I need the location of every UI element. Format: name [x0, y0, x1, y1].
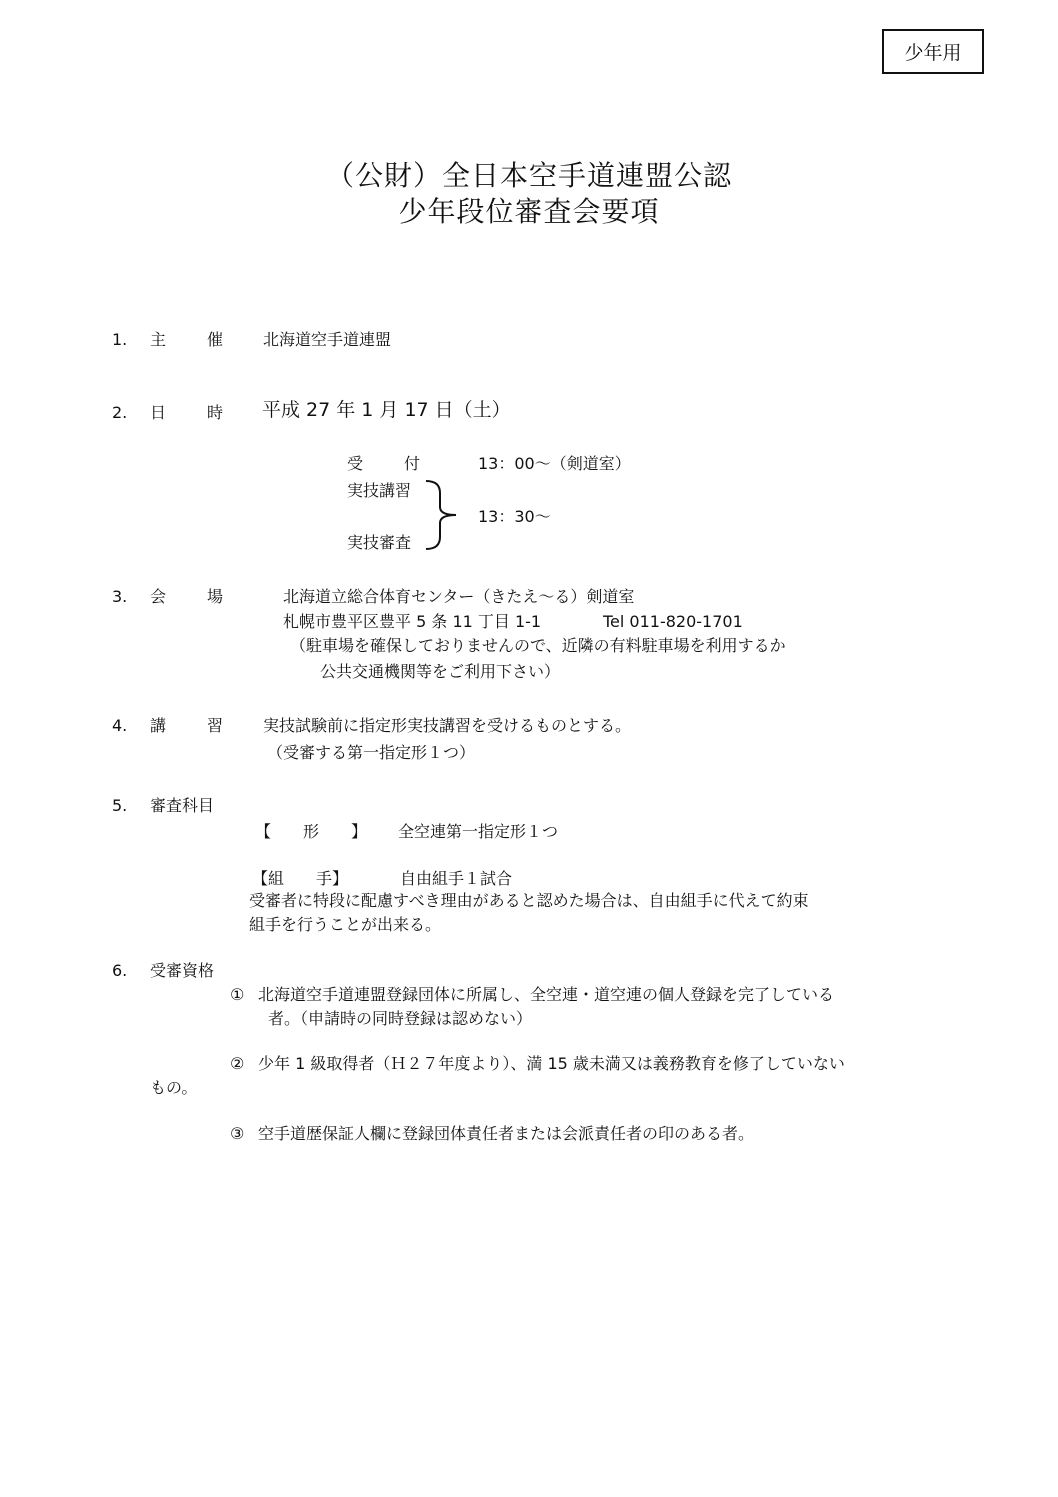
eligibility-item-2: もの。: [150, 1078, 198, 1097]
section-label: 講: [150, 716, 167, 735]
item-marker: ①: [230, 985, 245, 1004]
lecture-label: 実技講習: [347, 481, 412, 500]
venue-name: 北海道立総合体育センター（きたえ～る）剣道室: [283, 587, 635, 606]
page-title-line2: 少年段位審査会要項: [398, 195, 660, 228]
section-label: 場: [207, 587, 224, 606]
lecture-note: （受審する第一指定形１つ）: [267, 743, 476, 762]
section-label: 時: [207, 403, 224, 422]
parking-note: （駐車場を確保しておりませんので、近隣の有料駐車場を利用するか: [290, 636, 786, 655]
category-badge: 少年用: [882, 29, 984, 74]
exam-time: 13：30～: [478, 507, 551, 526]
eligibility-item-2: 少年 1 級取得者（Ｈ２７年度より）、満 15 歳未満又は義務教育を修了していない: [258, 1054, 845, 1073]
section-label: 催: [207, 330, 224, 349]
item-marker: ③: [230, 1124, 245, 1143]
kata-label: 【 形 】: [255, 822, 368, 841]
venue-tel: Tel 011-820-1701: [603, 612, 743, 631]
eligibility-item-1: 者。（申請時の同時登録は認めない）: [268, 1009, 533, 1028]
section-number: 2.: [112, 403, 128, 422]
section-label: 日: [150, 403, 167, 422]
section-number: 3.: [112, 587, 128, 606]
section-label: 審査科目: [150, 796, 215, 815]
kata-value: 全空連第一指定形１つ: [398, 822, 559, 841]
lecture-text: 実技試験前に指定形実技講習を受けるものとする。: [263, 716, 632, 735]
event-date: 平成 27 年 1 月 17 日（土）: [262, 399, 511, 421]
reception-time: 13：00～（剣道室）: [478, 454, 631, 473]
kumite-value: 自由組手１試合: [400, 869, 513, 888]
kumite-note: 受審者に特段に配慮すべき理由があると認めた場合は、自由組手に代えて約束: [249, 891, 809, 910]
section-label: 受審資格: [150, 961, 215, 980]
exam-label: 実技審査: [347, 533, 412, 552]
section-number: 6.: [112, 961, 128, 980]
section-number: 5.: [112, 796, 128, 815]
kumite-note: 組手を行うことが出来る。: [249, 915, 442, 934]
reception-label: 付: [404, 454, 421, 473]
reception-label: 受: [347, 454, 364, 473]
kumite-label: 【組 手】: [252, 869, 349, 888]
section-label: 会: [150, 587, 167, 606]
eligibility-item-3: 空手道歴保証人欄に登録団体責任者または会派責任者の印のある者。: [258, 1124, 755, 1143]
section-label: 主: [150, 330, 167, 349]
organizer-value: 北海道空手道連盟: [263, 330, 392, 349]
parking-note: 公共交通機関等をご利用下さい）: [320, 662, 561, 681]
venue-address: 札幌市豊平区豊平 5 条 11 丁目 1-1: [283, 612, 542, 631]
section-number: 4.: [112, 716, 128, 735]
item-marker: ②: [230, 1054, 245, 1073]
curly-brace-icon: [422, 475, 462, 555]
section-label: 習: [207, 716, 224, 735]
eligibility-item-1: 北海道空手道連盟登録団体に所属し、全空連・道空連の個人登録を完了している: [258, 985, 835, 1004]
section-number: 1.: [112, 330, 128, 349]
page-title-line1: （公財）全日本空手道連盟公認: [325, 159, 732, 192]
